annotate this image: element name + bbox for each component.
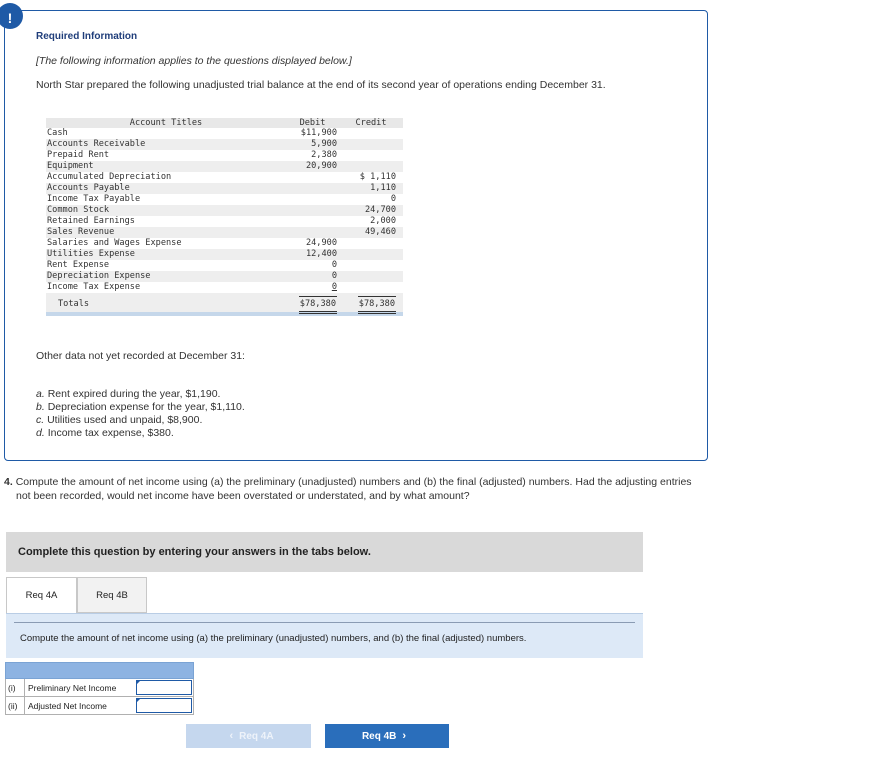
preliminary-net-income-input[interactable] [137,681,191,694]
complete-question-banner: Complete this question by entering your answers in the tabs below. [6,532,643,572]
table-row [46,227,403,238]
header-credit: Credit [355,118,387,128]
tab-req-4a[interactable]: Req 4A [6,577,77,613]
credit-value [339,282,403,293]
debit-value [286,216,339,227]
instruction-text: Compute the amount of net income using (a) the preliminary (unadjusted) numbers, and (b) the final (adjusted) numbers. [20,633,527,644]
debit-value: $11,900 [300,128,337,138]
credit-value: 24,700 [364,205,396,215]
credit-value [339,271,403,282]
list-item: a. Rent expired during the year, $1,190. [36,388,221,400]
table-row [46,128,403,139]
debit-value: 20,900 [305,161,337,171]
table-row [46,249,403,260]
row-label: Preliminary Net Income [28,682,117,693]
debit-value [286,183,339,194]
divider [14,622,635,623]
prev-button-label: Req 4A [239,730,274,742]
instruction-panel [6,613,643,658]
other-data-list [36,388,245,440]
debit-value [286,172,339,183]
credit-value [339,249,403,260]
credit-value: $ 1,110 [359,172,396,182]
required-info-title: Required Information [36,31,138,42]
tab-req-4b[interactable]: Req 4B [77,577,147,613]
table-row [46,150,403,161]
table-row [46,139,403,150]
list-item: d. Income tax expense, $380. [36,427,174,439]
debit-value [286,227,339,238]
debit-value: 5,900 [311,139,337,149]
account-title: Rent Expense [47,260,110,270]
debit-value: 24,900 [305,238,337,248]
debit-value: 12,400 [305,249,337,259]
credit-value [339,128,403,139]
account-title: Common Stock [47,205,110,215]
table-row [46,183,403,194]
account-title: Depreciation Expense [47,271,151,281]
chevron-left-icon: ‹ [229,730,234,742]
answer-table [5,662,194,715]
account-title: Income Tax Expense [47,282,141,292]
trial-balance-header [46,118,403,128]
table-row [46,271,403,282]
account-title: Accounts Payable [47,183,130,193]
table-row [5,697,194,715]
required-info-panel [4,10,708,461]
row-label: Adjusted Net Income [28,700,107,711]
table-row [46,205,403,216]
credit-value [339,238,403,249]
credit-value: 49,460 [364,227,396,237]
required-info-subtitle: [The following information applies to the questions displayed below.] [36,55,352,67]
next-button-label: Req 4B [361,730,397,742]
debit-value: 0 [331,260,337,270]
account-title: Income Tax Payable [47,194,141,204]
credit-value [339,139,403,150]
account-title: Accumulated Depreciation [47,172,172,182]
row-number: (ii) [6,697,25,714]
total-debit: $78,380 [299,296,337,314]
totals-row [46,293,403,316]
table-row [5,679,194,697]
table-row [46,161,403,172]
debit-value: 2,380 [311,150,337,160]
credit-value [339,161,403,172]
table-row [46,260,403,271]
table-row [46,282,403,293]
table-row [46,172,403,183]
trial-balance-table [46,118,403,316]
preliminary-net-income-field[interactable] [136,680,192,695]
header-debit: Debit [299,118,326,128]
credit-value: 2,000 [370,216,396,226]
table-row [46,194,403,205]
credit-value: 1,110 [370,183,396,193]
credit-value [339,150,403,161]
account-title: Prepaid Rent [47,150,110,160]
table-row [46,238,403,249]
account-title: Retained Earnings [47,216,135,226]
account-title: Equipment [47,161,94,171]
account-title: Utilities Expense [47,249,135,259]
answer-table-header [5,662,194,679]
next-button-req-4b[interactable] [325,724,449,748]
debit-value: 0 [331,282,337,292]
list-item: b. Depreciation expense for the year, $1,110. [36,401,245,413]
question-number: 4. [4,476,13,488]
totals-label: Totals [58,299,90,309]
list-item: c. Utilities used and unpaid, $8,900. [36,414,203,426]
other-data-heading: Other data not yet recorded at December 31: [36,350,245,362]
adjusted-net-income-field[interactable] [136,698,192,713]
account-title: Sales Revenue [47,227,115,237]
table-row [46,216,403,227]
credit-value: 0 [390,194,396,204]
prev-button-req-4a[interactable] [186,724,311,748]
alert-icon: ! [0,3,23,29]
account-title: Cash [47,128,68,138]
account-title: Accounts Receivable [47,139,146,149]
debit-value [286,194,339,205]
credit-value [339,260,403,271]
total-credit: $78,380 [358,296,396,314]
required-info-intro: North Star prepared the following unadjusted trial balance at the end of its second year of operations ending December 31. [36,79,606,91]
chevron-right-icon: › [402,730,407,742]
question-text: 4. Compute the amount of net income using (a) the preliminary (unadjusted) numbers and (b) the final (adjusted) numbers. Had the adjusting entries not been recorded, would net income have been overstated or understated, and by what amount? [4,476,692,502]
header-account-titles: Account Titles [129,118,203,128]
account-title: Salaries and Wages Expense [47,238,182,248]
adjusted-net-income-input[interactable] [137,699,191,712]
row-number: (i) [6,679,25,696]
debit-value: 0 [331,271,337,281]
debit-value [286,205,339,216]
